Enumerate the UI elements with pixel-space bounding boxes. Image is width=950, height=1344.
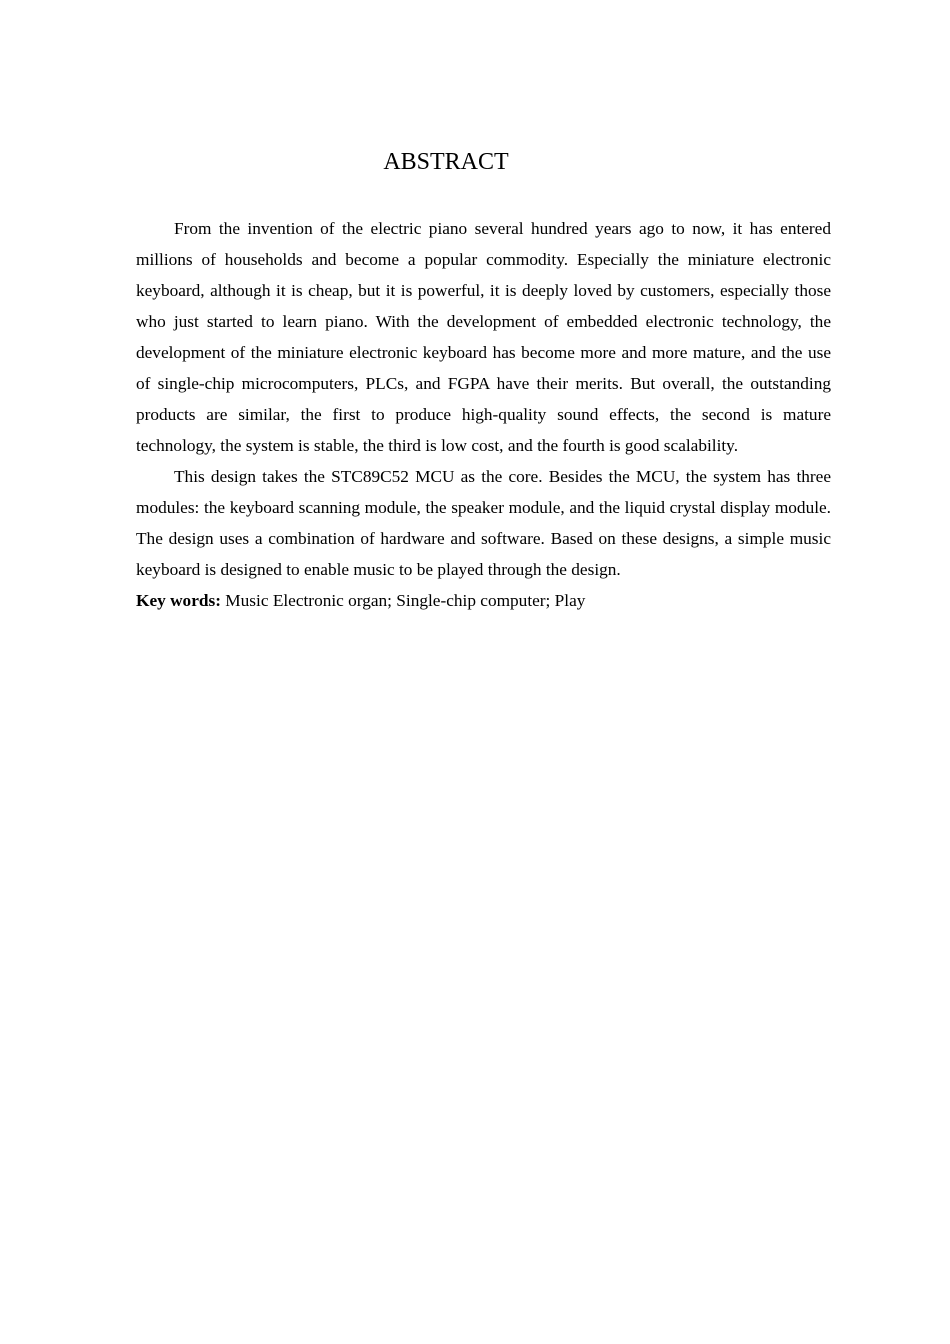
abstract-paragraph-1: From the invention of the electric piano several hundred years ago to now, it has entered millions of households and become a popular commodity. Especially the miniature electronic keyboard, although it is cheap, but it is powerful, it is deeply loved by customers, especially those who just started to learn piano. With the development of embedded electronic technology, the development of the miniature electronic keyboard has become more and more mature, and the use of single-chip microcomputers, PLCs, and FGPA have their merits. But overall, the outstanding products are similar, the first to produce high-quality sound effects, the second is mature technology, the system is stable, the third is low cost, and the fourth is good scalability. — [136, 219, 831, 455]
keywords-line — [136, 585, 831, 616]
keywords-label: Key words: — [136, 591, 221, 610]
abstract-body — [136, 213, 831, 616]
abstract-title: ABSTRACT — [383, 149, 509, 175]
abstract-paragraph-2: This design takes the STC89C52 MCU as the core. Besides the MCU, the system has three modules: the keyboard scanning module, the speaker module, and the liquid crystal display module. The design uses a combination of hardware and software. Based on these designs, a simple music keyboard is designed to enable music to be played through the design. — [136, 467, 831, 579]
keywords-text: Music Electronic organ; Single-chip computer; Play — [220, 591, 586, 610]
